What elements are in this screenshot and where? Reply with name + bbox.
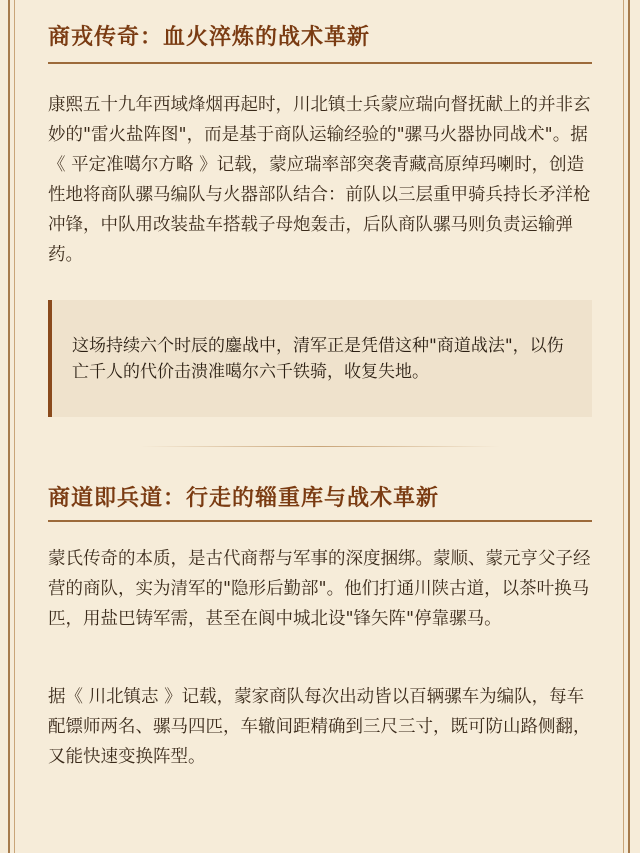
section-1-paragraph: 康熙五十九年西域烽烟再起时，川北镇士兵蒙应瑞向督抚献上的并非玄妙的"雷火盐阵图"，而是基于商队运输经验的"骡马火器协同战术"。据《 平定准噶尔方略 》记载，蒙应瑞率部突袭青藏高原绰玛喇时，创造性地将商队骡马编队与火器部队结合：前队以三层重甲骑兵持长矛洋枪冲锋，中队用改装盐车搭载子母炮轰击，后队商队骡马则负责运输弹药。	[48, 95, 591, 265]
section-title-rule-2	[48, 520, 592, 522]
section-2-paragraph-1: 蒙氏传奇的本质，是古代商帮与军事的深度捆绑。蒙顺、蒙元亨父子经营的商队，实为清军的"隐形后勤部"。他们打通川陕古道，以茶叶换马匹，用盐巴铸军需，甚至在阆中城北设"锋矢阵"停靠骡马。	[48, 549, 591, 629]
section-divider	[140, 446, 500, 447]
quote-block	[48, 300, 592, 417]
section-2-paragraph-2: 据《 川北镇志 》记载，蒙家商队每次出动皆以百辆骡车为编队，每车配镖师两名、骡马四匹，车辙间距精确到三尺三寸，既可防山路侧翻，又能快速变换阵型。	[48, 687, 591, 767]
section-title-rule-1	[48, 62, 592, 64]
section-title-2: 商道即兵道：行走的辎重库与战术革新	[48, 486, 440, 511]
section-title-1: 商戎传奇：血火淬炼的战术革新	[48, 25, 371, 50]
quote-text: 这场持续六个时辰的鏖战中，清军正是凭借这种"商道战法"，以伤亡千人的代价击溃准噶尔六千铁骑，收复失地。	[72, 336, 564, 382]
